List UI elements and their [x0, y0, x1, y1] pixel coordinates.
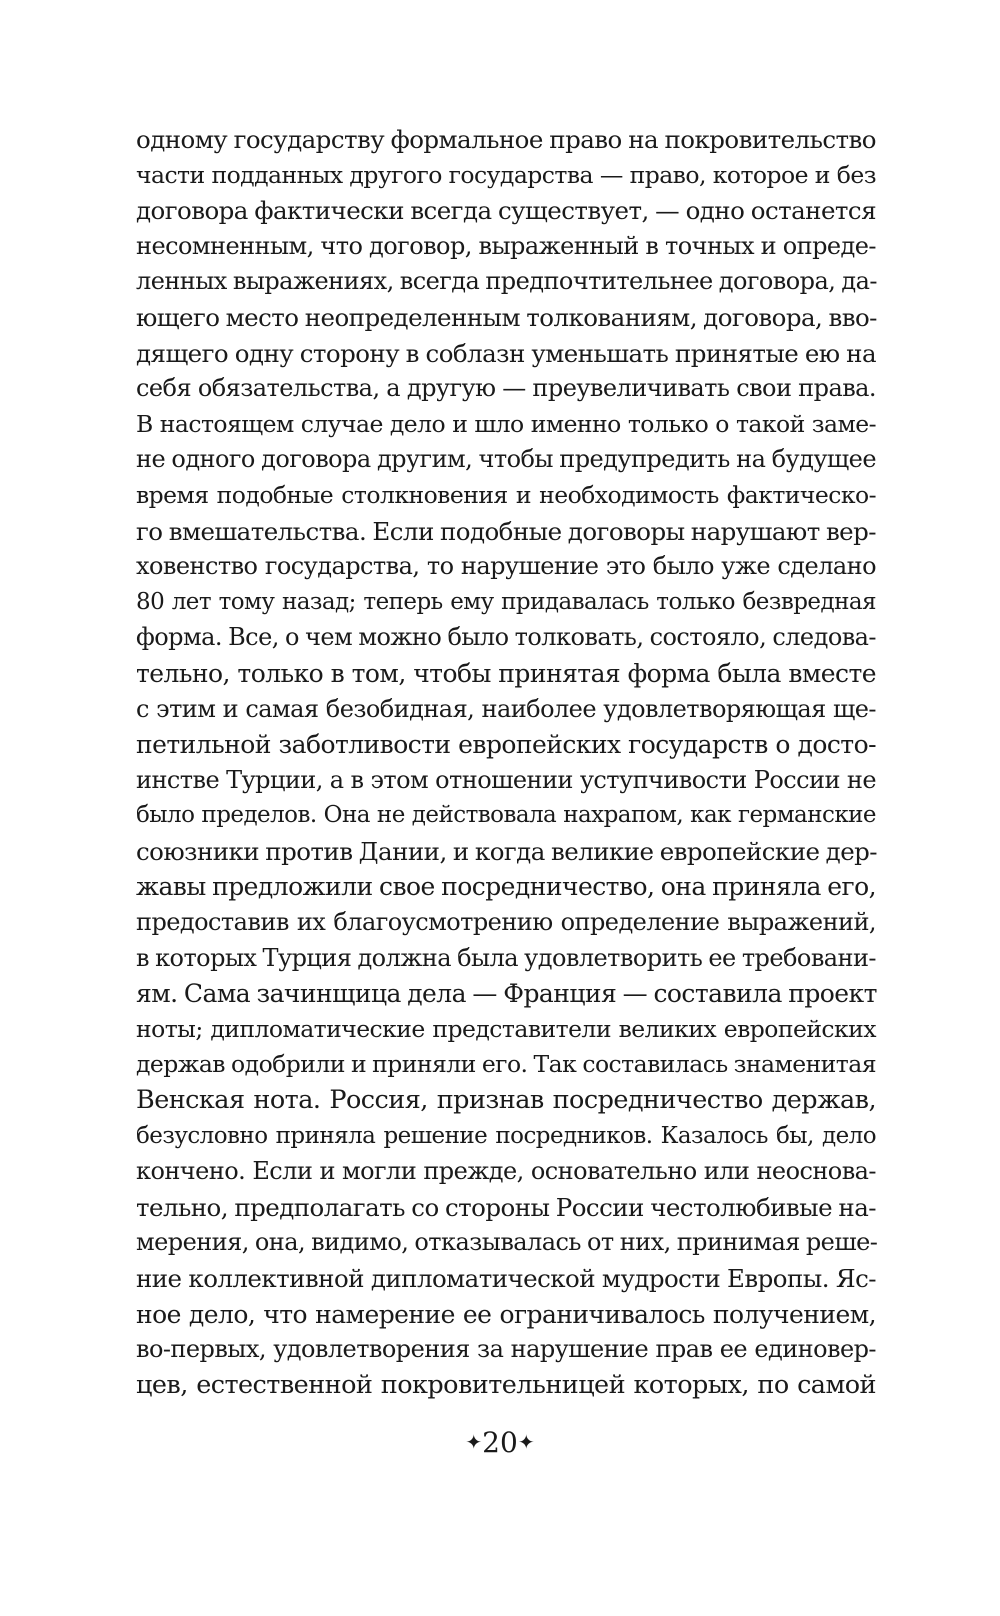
ornament-left-icon: ✦	[465, 1430, 483, 1454]
page-number	[0, 1422, 1000, 1463]
text-line: ленных выражениях, всегда предпочтительнее договора, да-	[136, 267, 877, 296]
text-line: в которых Турция должна была удовлетворить ее требовани-	[136, 943, 876, 972]
text-line: время подобные столкновения и необходимость фактическо-	[136, 480, 876, 509]
text-line: 80 лет тому назад; теперь ему придавалась только безвредная	[136, 588, 876, 615]
text-line: не одного договора другим, чтобы предупредить на будущее	[136, 445, 876, 474]
text-line: ющего место неопределенным толкованиям, договора, вво-	[136, 302, 877, 332]
text-line: В настоящем случае дело и шло именно только о такой заме-	[136, 409, 876, 438]
text-line: одному государству формальное право на покровительство	[136, 125, 876, 154]
text-line: части подданных другого государства — право, которое и без	[136, 160, 876, 189]
text-line: ние коллективной дипломатической мудрости Европы. Яс-	[136, 1264, 876, 1293]
text-line: го вмешательства. Если подобные договоры нарушают вер-	[136, 516, 876, 546]
text-line: тельно, только в том, чтобы принятая форма была вместе	[136, 658, 876, 688]
text-line: договора фактически всегда существует, — одно останется	[136, 196, 876, 226]
page-number-value: 20	[482, 1426, 518, 1459]
text-line: несомненным, что договор, выраженный в точных и опреде-	[136, 231, 876, 260]
text-line: мерения, она, видимо, отказывалась от них, принимая реше-	[136, 1228, 878, 1257]
text-line: себя обязательства, а другую — преувеличивать свои права.	[136, 374, 876, 403]
text-line: было пределов. Она не действовала нахрапом, как германские	[136, 802, 876, 829]
text-line: кончено. Если и могли прежде, основательно или неоснова-	[136, 1157, 876, 1186]
text-line: держав одобрили и приняли его. Так составилась знаменитая	[136, 1050, 876, 1079]
text-line: дящего одну сторону в соблазн уменьшать принятые ею на	[136, 338, 876, 368]
text-line: ное дело, что намерение ее ограничивалось получением,	[136, 1299, 876, 1329]
page-body-text	[136, 122, 876, 1403]
text-line: жавы предложили свое посредничество, она приняла его,	[136, 872, 876, 902]
text-line: союзники против Дании, и когда великие европейские дер-	[136, 836, 878, 866]
text-line: тельно, предполагать со стороны России честолюбивые на-	[136, 1192, 876, 1222]
text-line: во-первых, удовлетворения за нарушение прав ее единовер-	[136, 1335, 876, 1364]
text-line: петильной заботливости европейских государств о досто-	[136, 730, 876, 760]
text-line: ховенство государства, то нарушение это было уже сделано	[136, 552, 876, 581]
text-line: Венская нота. Россия, признав посредничество держав,	[136, 1085, 876, 1116]
text-line: безусловно приняла решение посредников. Казалось бы, дело	[136, 1122, 876, 1149]
ornament-right-icon: ✦	[517, 1430, 535, 1454]
text-line: инстве Турции, а в этом отношении уступчивости России не	[136, 765, 876, 794]
text-line: форма. Все, о чем можно было толковать, состояло, следова-	[136, 623, 876, 652]
text-line: предоставив их благоусмотрению определение выражений,	[136, 908, 876, 937]
text-line: ноты; дипломатические представители великих европейских	[136, 1014, 876, 1043]
text-line: цев, естественной покровительницей которых, по самой	[136, 1369, 876, 1400]
text-line: с этим и самая безобидная, наиболее удовлетворяющая ще-	[136, 694, 876, 723]
text-line: ям. Сама зачинщица дела — Франция — составила проект	[136, 979, 877, 1009]
